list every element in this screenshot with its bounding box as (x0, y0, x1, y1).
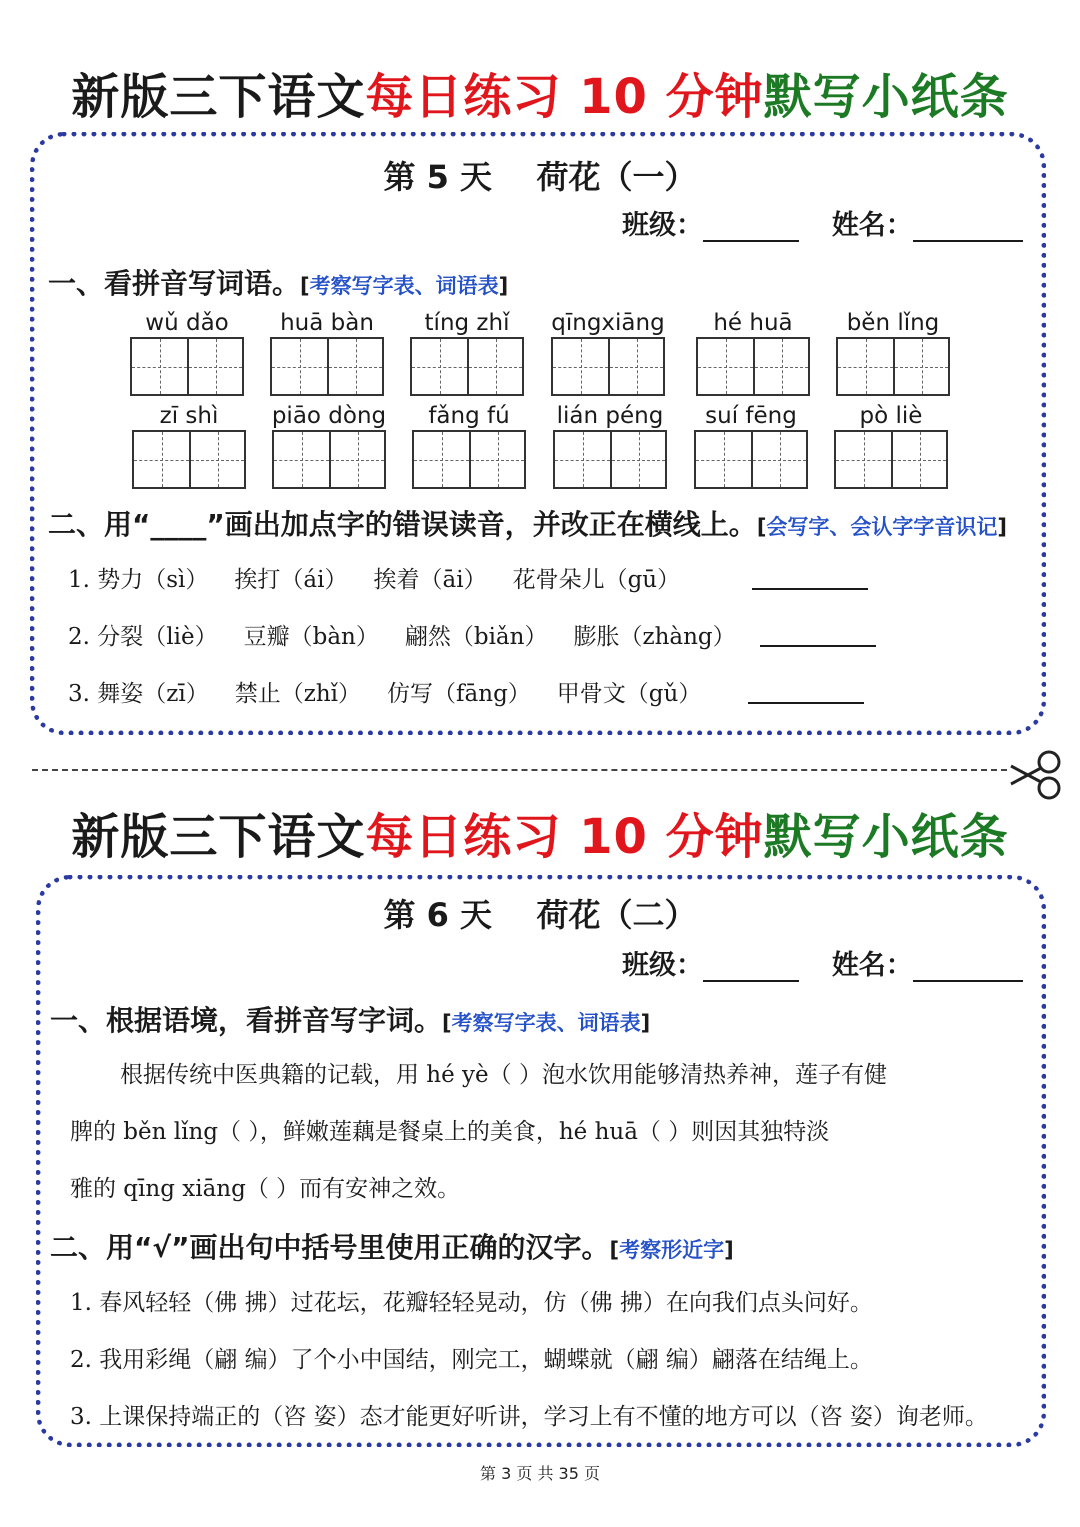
class-blank[interactable] (703, 954, 799, 982)
answer-line[interactable] (760, 645, 876, 647)
answer-line[interactable] (748, 702, 864, 704)
section1-tag: 考察写字表、词语表 (451, 1011, 641, 1035)
answer-line[interactable] (752, 588, 868, 590)
sheet1-day-title: 第 5 天 荷花（一） (383, 158, 697, 196)
writing-grid[interactable] (553, 430, 667, 489)
writing-grid[interactable] (412, 430, 526, 489)
sheet1-class-field (622, 203, 1023, 242)
writing-grid[interactable] (132, 430, 246, 489)
pinyin-label: tíng zhǐ (424, 310, 510, 336)
sheet1-title (0, 58, 1080, 127)
title-part2: 每日练习 10 分钟 (365, 69, 764, 125)
title-part3: 默写小纸条 (763, 809, 1009, 865)
pinyin-label: pò liè (859, 403, 923, 429)
sheet1-section1-heading: 一、看拼音写词语。[考察写字表、词语表] (48, 267, 509, 300)
pinyin-label: lián péng (556, 403, 664, 429)
pinyin-label: qīngxiāng (551, 310, 665, 336)
question-row: 3. 舞姿（zī） 禁止（zhǐ） 仿写（fāng） 甲骨文（gǔ） (68, 681, 702, 707)
paragraph-line: 根据传统中医典籍的记载，用 hé yè（ ）泡水饮用能够清热养神，莲子有健 (120, 1062, 887, 1088)
pinyin-label: piāo dòng (271, 403, 387, 429)
pinyin-label: wǔ dǎo (145, 310, 229, 336)
writing-grid[interactable] (834, 430, 948, 489)
title-part1: 新版三下语文 (71, 809, 366, 865)
name-blank[interactable] (913, 954, 1023, 982)
page-footer: 第 3 页 共 35 页 (480, 1464, 600, 1483)
scissors-icon (1005, 748, 1065, 802)
paragraph-line: 脾的 běn lǐng（ ），鲜嫩莲藕是餐桌上的美食，hé huā（ ）则因其独特淡 (70, 1119, 830, 1145)
name-label: 姓名： (831, 950, 913, 981)
name-label: 姓名： (831, 210, 913, 241)
section1-tag: 考察写字表、词语表 (309, 274, 499, 298)
cut-line (32, 769, 1007, 771)
writing-grid[interactable] (270, 337, 384, 396)
class-label: 班级： (622, 210, 703, 241)
title-part3: 默写小纸条 (763, 69, 1009, 125)
class-blank[interactable] (703, 214, 799, 242)
pinyin-label: fǎng fú (428, 403, 510, 429)
pinyin-label: hé huā (713, 310, 793, 336)
writing-grid[interactable] (694, 430, 808, 489)
sheet2-section2-heading: 二、用“√”画出句中括号里使用正确的汉字。[考察形近字] (50, 1231, 734, 1264)
sheet2-title (0, 798, 1080, 867)
pinyin-label: běn lǐng (846, 310, 940, 336)
sentence-row: 2. 我用彩绳（翩 编）了个小中国结，刚完工，蝴蝶就（翩 编）翩落在结绳上。 (70, 1347, 873, 1373)
writing-grid[interactable] (696, 337, 810, 396)
writing-grid[interactable] (272, 430, 386, 489)
name-blank[interactable] (913, 214, 1023, 242)
sheet2-section1-heading: 一、根据语境，看拼音写字词。[考察写字表、词语表] (50, 1004, 651, 1037)
writing-grid[interactable] (551, 337, 665, 396)
question-row: 2. 分裂（liè） 豆瓣（bàn） 翩然（biǎn） 膨胀（zhàng） (68, 624, 736, 650)
pinyin-label: suí fēng (705, 403, 797, 429)
title-part1: 新版三下语文 (71, 69, 366, 125)
writing-grid[interactable] (836, 337, 950, 396)
sheet1-section2-heading: 二、用“____”画出加点字的错误读音，并改正在横线上。[会写字、会认字字音识记] (48, 508, 1008, 541)
section2-tag: 考察形近字 (619, 1238, 725, 1262)
pinyin-label: huā bàn (280, 310, 374, 336)
sheet2-class-field (622, 943, 1023, 982)
writing-grid[interactable] (130, 337, 244, 396)
sentence-row: 1. 春风轻轻（佛 拂）过花坛，花瓣轻轻晃动，仿（佛 拂）在向我们点头问好。 (70, 1290, 873, 1316)
paragraph-line: 雅的 qīng xiāng（ ）而有安神之效。 (70, 1176, 461, 1202)
pinyin-label: zī shì (159, 403, 219, 429)
class-label: 班级： (622, 950, 703, 981)
section2-tag: 会写字、会认字字音识记 (766, 515, 998, 539)
question-row: 1. 势力（sì） 挨打（ái） 挨着（āi） 花骨朵儿（gū） (68, 567, 681, 593)
sheet2-day-title: 第 6 天 荷花（二） (383, 896, 697, 934)
title-part2: 每日练习 10 分钟 (365, 809, 764, 865)
sentence-row: 3. 上课保持端正的（咨 姿）态才能更好听讲，学习上有不懂的地方可以（咨 姿）询老师。 (70, 1404, 988, 1430)
writing-grid[interactable] (410, 337, 524, 396)
